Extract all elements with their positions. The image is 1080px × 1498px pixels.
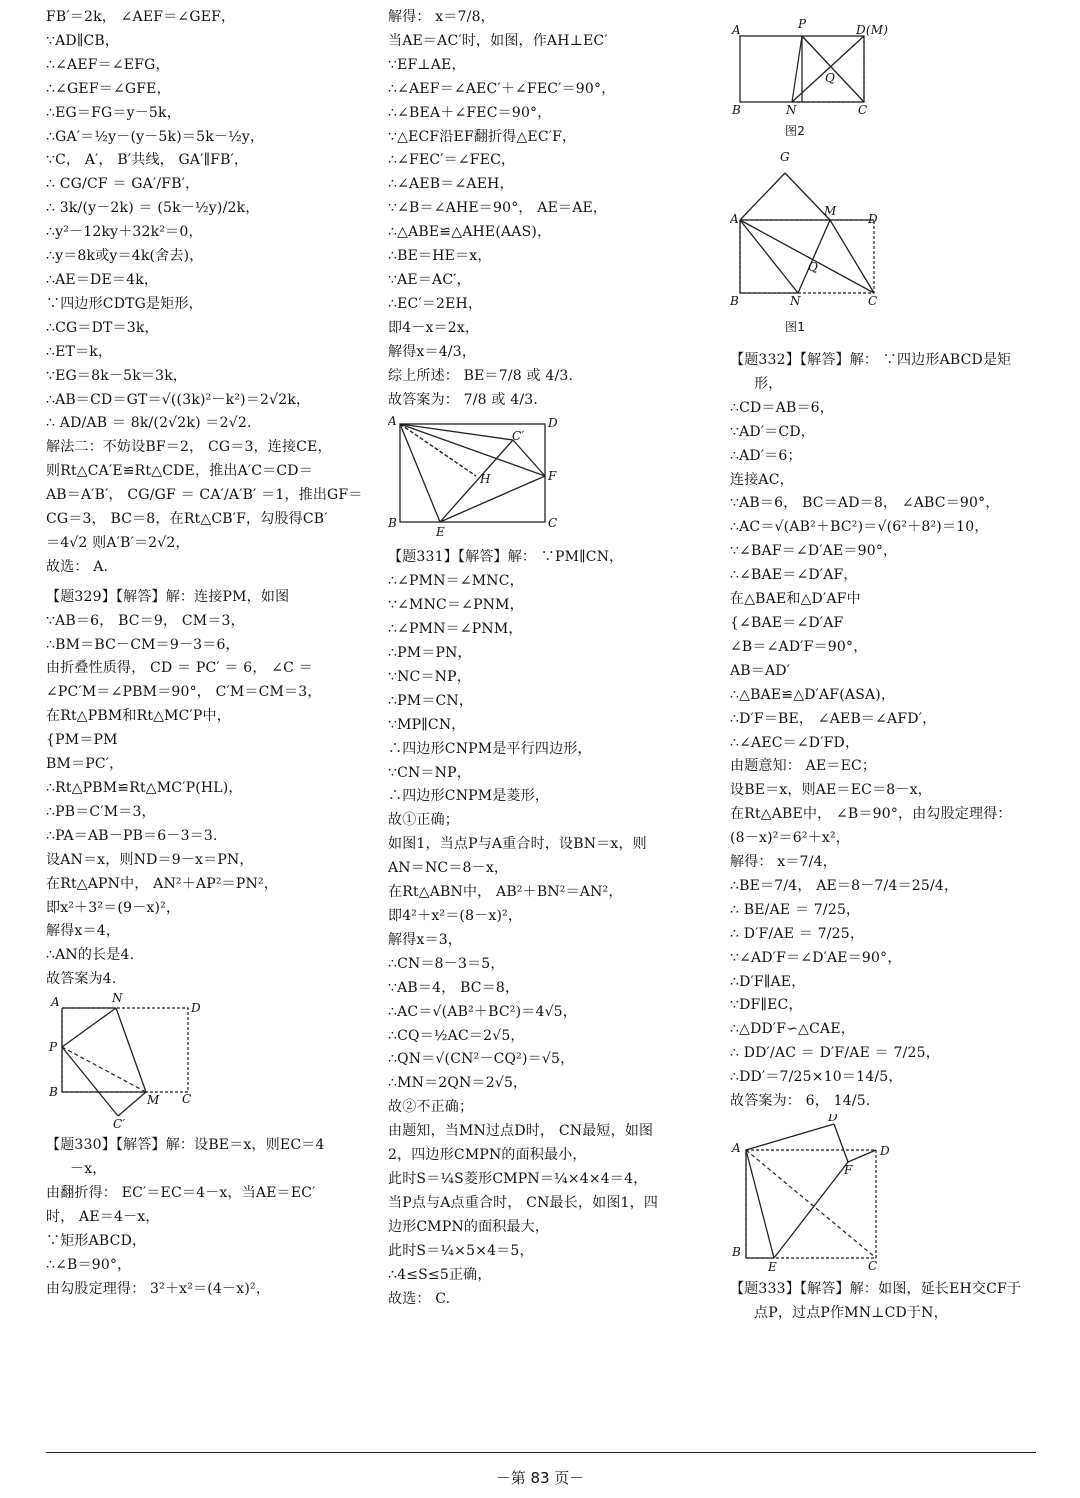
text-line: ∴AD′＝6； xyxy=(730,447,802,464)
label-C: C xyxy=(868,294,878,308)
text-line: 故答案为： 6， 14/5. xyxy=(730,1093,871,1110)
text-line: ∴CD＝AB＝6， xyxy=(730,399,834,416)
text-line: ∴PM＝CN， xyxy=(388,692,474,709)
text-line: 综上所述： BE＝7/8 或 4/3. xyxy=(388,367,574,384)
label-C-prime: C′ xyxy=(512,429,525,444)
question-heading-332: 【题332】【解答】解： ∵四边形ABCD是矩 xyxy=(730,352,1012,368)
label-D: D xyxy=(868,212,878,226)
text-line: (8－x)²＝6²＋x²， xyxy=(730,830,850,847)
text-line: ∴∠AEC＝∠D′FD， xyxy=(730,734,860,751)
text-line: ∴BE＝HE＝x， xyxy=(388,248,492,265)
label-D-prime: D′ xyxy=(828,1114,841,1124)
text-line: 解得x＝4/3， xyxy=(388,343,477,360)
figure-330-svg xyxy=(388,412,568,542)
text-line: 如图1，当点P与A重合时，设BN＝x，则 xyxy=(388,836,647,853)
text-line: ∴ CG/CF ＝ GA′/FB′， xyxy=(46,176,200,193)
label-D: D xyxy=(880,1144,890,1158)
text-line: 解得： x＝7/8， xyxy=(388,9,495,25)
label-A: A xyxy=(730,212,739,226)
text-line: ∴ DD′/AC ＝ D′F/AE ＝ 7/25， xyxy=(730,1045,940,1062)
label-G: G xyxy=(780,150,790,164)
text-line: ∴∠BAE＝∠D′AF， xyxy=(730,567,858,584)
label-P: P xyxy=(49,1040,58,1055)
text-line: ∴ 3k/(y－2k) ＝ (5k－½y)/2k， xyxy=(46,200,260,217)
text-line: 故答案为： 7/8 或 4/3. xyxy=(388,391,539,408)
text-line: ∴ET＝k， xyxy=(46,343,113,360)
footer-rule xyxy=(46,1452,1036,1453)
label-Q: Q xyxy=(808,260,819,274)
text-line: ∵△ECF沿EF翻折得△EC′F， xyxy=(388,128,577,145)
text-line: ∵AE＝AC′， xyxy=(388,271,471,288)
text-line: ∵AB＝6， BC＝AD＝8， ∠ABC＝90°， xyxy=(730,495,1000,512)
text-line: ＝4√2 则A′B′＝2√2， xyxy=(46,534,190,551)
figure-caption: 图2 xyxy=(785,124,806,138)
text-line: 则Rt△CA′E≌Rt△CDE，推出A′C＝CD＝ xyxy=(46,463,313,480)
text-line: 点P，过点P作MN⊥CD于N， xyxy=(754,1304,948,1321)
label-C: C xyxy=(868,1259,878,1273)
text-line: 故选： C. xyxy=(388,1290,451,1307)
text-line: ∵EG＝8k－5k＝3k， xyxy=(46,367,188,384)
text-line: ∴AN的长是4. xyxy=(46,947,135,964)
label-A: A xyxy=(388,414,397,429)
text-line: ∴∠BEA＋∠FEC＝90°， xyxy=(388,104,552,121)
text-line: 形， xyxy=(754,375,783,392)
label-E: E xyxy=(436,525,445,540)
figure-329-svg xyxy=(46,992,206,1130)
question-heading-329: 【题329】【解答】解：连接PM，如图 xyxy=(46,588,290,605)
text-line: 即x²＋3²＝(9－x)²， xyxy=(46,899,181,916)
label-N: N xyxy=(786,103,797,117)
text-line: ∴D′F＝BE， ∠AEB＝∠AFD′， xyxy=(730,710,937,727)
brace-line: ∠B＝∠AD′F＝90°， xyxy=(730,638,868,655)
text-line: 此时S＝¼S菱形CMPN＝¼×4×4＝4， xyxy=(388,1170,648,1187)
text-line: 故①正确； xyxy=(388,812,459,829)
question-heading-331: 【题331】【解答】解： ∵PM∥CN， xyxy=(388,549,624,566)
figure-caption: 图1 xyxy=(785,320,806,334)
label-F: F xyxy=(548,469,557,484)
text-line: ∵∠MNC＝∠PNM， xyxy=(388,597,524,614)
label-C-prime: C′ xyxy=(113,1117,126,1131)
figure-332-svg xyxy=(730,1114,910,1274)
text-line: ∵∠AD′F＝∠D′AE＝90°， xyxy=(730,949,902,966)
text-line: ∴∠AEF＝∠EFG， xyxy=(46,56,170,73)
text-line: ∴BM＝BC－CM＝9－3＝6， xyxy=(46,636,240,653)
text-line: ∵DF∥EC， xyxy=(730,997,803,1014)
text-line: ∵AD′＝CD， xyxy=(730,423,815,440)
brace-line: AB＝AD′ xyxy=(730,662,791,679)
label-D: D xyxy=(191,1001,201,1016)
text-line: AB＝A′B′， CG/GF ＝ CA′/A′B′ ＝1，推出GF＝ xyxy=(46,487,363,504)
text-line: ∴∠PMN＝∠PNM， xyxy=(388,621,523,638)
label-N: N xyxy=(790,294,801,308)
text-line: 解得： x＝7/4， xyxy=(730,854,837,871)
text-line: 设AN＝x，则ND＝9－x＝PN， xyxy=(46,851,254,868)
text-line: ∵CN＝NP， xyxy=(388,764,471,781)
text-line: 即4－x＝2x， xyxy=(388,319,480,336)
text-line: ∵EF⊥AE， xyxy=(388,56,466,73)
text-line: 在△BAE和△D′AF中 xyxy=(730,591,861,608)
text-line: 由折叠性质得， CD ＝ PC′ ＝ 6， ∠C ＝ xyxy=(46,660,313,677)
label-H: H xyxy=(480,472,491,487)
question-heading-333: 【题333】【解答】解：如图，延长EH交CF于 xyxy=(730,1281,1022,1297)
text-line: ∵NC＝NP， xyxy=(388,668,471,685)
text-line: ∴MN＝2QN＝2√5， xyxy=(388,1075,528,1092)
text-line: 故选： A. xyxy=(46,558,109,575)
brace-line: {PM＝PM xyxy=(46,732,118,749)
label-D: D xyxy=(548,416,558,431)
page-number: －第 83 页－ xyxy=(495,1469,585,1487)
text-line: 由题知，当MN过点D时， CN最短，如图 xyxy=(388,1123,654,1140)
text-line: ∴AC＝√(AB²＋BC²)＝4√5， xyxy=(388,1003,577,1020)
text-line: 设BE＝x，则AE＝EC＝8－x， xyxy=(730,782,932,799)
text-line: ∴ AD/AB ＝ 8k/(2√2k) ＝2√2. xyxy=(46,415,252,432)
figure-330 xyxy=(388,412,703,546)
text-line: 在Rt△PBM和Rt△MC′P中， xyxy=(46,708,231,725)
text-line: 在Rt△ABE中， ∠B＝90°，由勾股定理得： xyxy=(730,806,1012,823)
text-line: ∴DD′＝7/25×10＝14/5， xyxy=(730,1069,903,1086)
label-A: A xyxy=(51,995,60,1010)
text-line: ∴ D′F/AE ＝ 7/25， xyxy=(730,925,865,942)
column-middle xyxy=(388,6,703,1311)
figure-331-1-svg xyxy=(730,145,920,345)
text-line: ∴Rt△PBM≌Rt△MC′P(HL)， xyxy=(46,780,243,796)
text-line: 在Rt△ABN中， AB²＋BN²＝AN²， xyxy=(388,884,623,901)
text-line: ∴∠GEF＝∠GFE， xyxy=(46,80,171,97)
label-F: F xyxy=(844,1163,853,1177)
text-line: 解得x＝4， xyxy=(46,923,121,940)
text-line: ∴EG＝FG＝y－5k， xyxy=(46,104,181,121)
figure-329 xyxy=(46,992,361,1134)
label-B: B xyxy=(732,1245,742,1259)
label-M: M xyxy=(147,1093,160,1108)
text-line: ∴∠B＝90°， xyxy=(46,1256,132,1273)
question-heading-330: 【题330】【解答】解：设BE＝x，则EC＝4 xyxy=(46,1137,325,1154)
label-B: B xyxy=(49,1085,59,1100)
text-line: ∴y＝8k或y＝4k(舍去)， xyxy=(46,248,204,265)
text-line: ∵AB＝6， BC＝9， CM＝3， xyxy=(46,612,245,629)
text-line: ∴EC′＝2EH， xyxy=(388,295,483,312)
text-line: ∴AE＝DE＝4k， xyxy=(46,271,159,288)
text-line: ∴D′F∥AE， xyxy=(730,973,806,990)
text-line: 由勾股定理得： 3²＋x²＝(4－x)²， xyxy=(46,1280,271,1297)
text-line: ∵∠BAF＝∠D′AE＝90°， xyxy=(730,543,898,560)
figure-331-1 xyxy=(730,145,1045,349)
label-B: B xyxy=(388,516,398,531)
text-line: 当AE＝AC′时，如图，作AH⊥EC′ xyxy=(388,32,608,49)
text-line: ∴AC＝√(AB²＋BC²)＝√(6²＋8²)＝10， xyxy=(730,519,989,536)
text-line: 故②不正确； xyxy=(388,1099,474,1116)
figure-331-2-svg xyxy=(730,6,920,141)
text-line: ∴y²－12ky＋32k²＝0， xyxy=(46,224,203,241)
text-line: ∴△BAE≌△D′AF(ASA)， xyxy=(730,686,896,703)
text-line: 由翻折得： EC′＝EC＝4－x，当AE＝EC′ xyxy=(46,1184,316,1201)
text-line: ∴四边形CNPM是菱形， xyxy=(388,788,550,805)
text-line: ∴GA′＝½y－(y－5k)＝5k－½y， xyxy=(46,128,265,145)
text-line: 当P点与A点重合时， CN最长，如图1，四 xyxy=(388,1194,659,1211)
figure-331-2 xyxy=(730,6,1045,145)
text-line: ∴∠PMN＝∠MNC， xyxy=(388,573,524,590)
text-line: 时， AE＝4－x， xyxy=(46,1208,160,1225)
text-line: ∴QN＝√(CN²－CQ²)＝√5， xyxy=(388,1051,575,1068)
brace-line: BM＝PC′， xyxy=(46,756,124,773)
text-line: CG＝3， BC＝8，在Rt△CB′F，勾股得CB′ xyxy=(46,511,328,528)
label-A: A xyxy=(732,1141,741,1155)
figure-332 xyxy=(730,1114,1045,1278)
text-line: ∴∠FEC′＝∠FEC， xyxy=(388,152,516,169)
text-line: ∴△ABE≌△AHE(AAS)， xyxy=(388,224,552,241)
text-line: 连接AC， xyxy=(730,471,794,488)
brace-line: {∠BAE＝∠D′AF xyxy=(730,614,844,631)
text-line: 故答案为4. xyxy=(46,971,117,988)
label-E: E xyxy=(768,1260,777,1274)
text-line: ∠PC′M＝∠PBM＝90°， C′M＝CM＝3， xyxy=(46,684,322,701)
text-line: AN＝NC＝8－x， xyxy=(388,860,509,877)
text-line: FB′＝2k， ∠AEF＝∠GEF， xyxy=(46,9,236,25)
label-C: C xyxy=(182,1092,192,1107)
text-line: ∴BE＝7/4， AE＝8－7/4＝25/4， xyxy=(730,877,959,894)
text-line: ∴AB＝CD＝GT＝√((3k)²－k²)＝2√2k， xyxy=(46,391,311,408)
text-line: ∴PB＝C′M＝3， xyxy=(46,803,156,820)
text-line: ∴ BE/AE ＝ 7/25， xyxy=(730,901,861,918)
text-line: ∵AD∥CB， xyxy=(46,32,120,49)
text-line: 即4²＋x²＝(8－x)²， xyxy=(388,908,523,924)
text-line: ∴PA＝AB－PB＝6－3＝3. xyxy=(46,827,218,844)
text-line: ∵MP∥CN， xyxy=(388,716,466,733)
text-line: 2，四边形CMPN的面积最小， xyxy=(388,1147,587,1164)
text-line: ∴∠AEF＝∠AEC′＋∠FEC′＝90°， xyxy=(388,80,616,97)
text-line: 此时S＝¼×5×4＝5， xyxy=(388,1242,534,1259)
text-line: ∴CG＝DT＝3k， xyxy=(46,319,159,336)
label-N: N xyxy=(112,992,123,1006)
text-line: ∴四边形CNPM是平行四边形， xyxy=(388,740,592,757)
text-line: 由题意知： AE＝EC； xyxy=(730,758,877,775)
text-line: 解得x＝3， xyxy=(388,931,463,948)
label-B: B xyxy=(730,294,740,308)
label-M: M xyxy=(824,204,837,218)
label-C: C xyxy=(548,516,558,531)
label-D-M: D(M) xyxy=(856,23,889,37)
text-line: ∵AB＝4， BC＝8， xyxy=(388,979,520,996)
column-left xyxy=(46,6,361,1302)
text-line: ∴CN＝8－3＝5， xyxy=(388,955,505,972)
text-line: ∴△DD′F∽△CAE， xyxy=(730,1021,855,1038)
text-line: ∵C， A′， B′共线， GA′∥FB′， xyxy=(46,152,249,169)
text-line: ∴CQ＝½AC＝2√5， xyxy=(388,1027,525,1044)
label-C: C xyxy=(858,103,868,117)
label-P: P xyxy=(798,17,807,31)
text-line: 在Rt△APN中， AN²＋AP²＝PN²， xyxy=(46,875,278,892)
text-line: ∵矩形ABCD， xyxy=(46,1232,147,1249)
text-line: ∴PM＝PN， xyxy=(388,645,472,662)
text-line: ∵∠B＝∠AHE＝90°， AE＝AE， xyxy=(388,200,608,217)
text-line: 边形CMPN的面积最大， xyxy=(388,1218,550,1235)
label-A: A xyxy=(732,23,741,37)
text-line: 解法二：不妨设BF＝2， CG＝3，连接CE， xyxy=(46,439,332,456)
column-right xyxy=(730,6,1045,1326)
label-Q: Q xyxy=(825,71,836,85)
text-line: －x， xyxy=(70,1161,107,1178)
text-line: ∴4≤S≤5正确， xyxy=(388,1266,492,1283)
text-line: ∴∠AEB＝∠AEH， xyxy=(388,176,514,193)
label-B: B xyxy=(732,103,742,117)
text-line: ∵四边形CDTG是矩形， xyxy=(46,295,203,312)
